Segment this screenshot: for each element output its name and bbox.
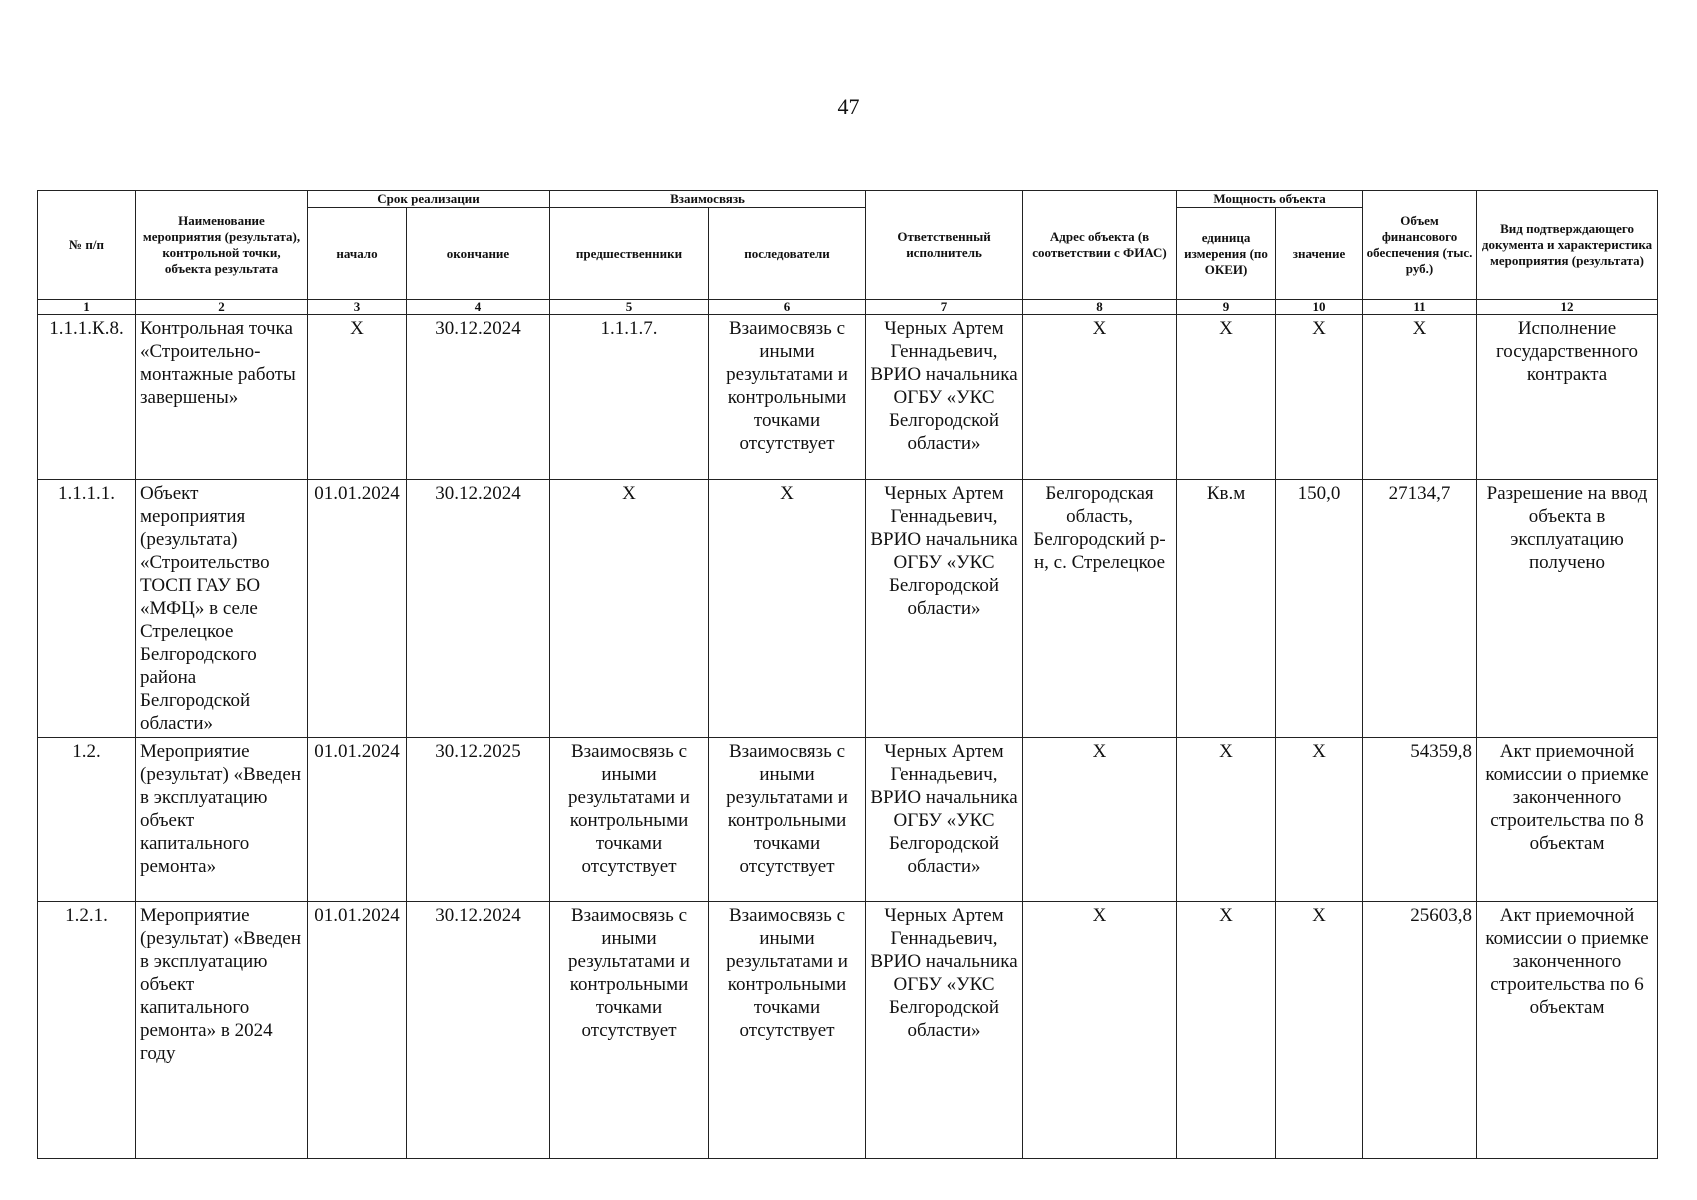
header-address: Адрес объекта (в соответствии с ФИАС): [1023, 191, 1177, 300]
row-number: 1.2.1.: [38, 902, 136, 1159]
row-successors: X: [709, 480, 866, 738]
row-successors: Взаимосвязь с иными результатами и контрольными точками отсутствует: [709, 902, 866, 1159]
row-responsible: Черных Артем Геннадьевич, ВРИО начальника ОГБУ «УКС Белгородской области»: [866, 902, 1023, 1159]
row-funding: 54359,8: [1363, 738, 1477, 902]
row-start: 01.01.2024: [308, 738, 407, 902]
row-doc: Исполнение государственного контракта: [1477, 315, 1658, 480]
column-number: 4: [407, 300, 550, 315]
row-doc: Разрешение на ввод объекта в эксплуатацию получено: [1477, 480, 1658, 738]
header-capacity-group: Мощность объекта: [1177, 191, 1363, 208]
row-name: Мероприятие (результат) «Введен в эксплуатацию объект капитального ремонта» в 2024 году: [136, 902, 308, 1159]
header-link-group: Взаимосвязь: [550, 191, 866, 208]
column-number: 6: [709, 300, 866, 315]
column-number: 10: [1276, 300, 1363, 315]
row-end: 30.12.2024: [407, 315, 550, 480]
row-name: Объект мероприятия (результата) «Строительство ТОСП ГАУ БО «МФЦ» в селе Стрелецкое Белгородского района Белгородской области»: [136, 480, 308, 738]
column-number: 1: [38, 300, 136, 315]
row-value: X: [1276, 738, 1363, 902]
row-predecessors: X: [550, 480, 709, 738]
header-no: № п/п: [38, 191, 136, 300]
table-row: [38, 315, 1658, 480]
header-successors: последователи: [709, 208, 866, 300]
header-start: начало: [308, 208, 407, 300]
row-responsible: Черных Артем Геннадьевич, ВРИО начальника ОГБУ «УКС Белгородской области»: [866, 315, 1023, 480]
row-number: 1.1.1.1.: [38, 480, 136, 738]
row-funding: X: [1363, 315, 1477, 480]
row-number: 1.2.: [38, 738, 136, 902]
row-predecessors: 1.1.1.7.: [550, 315, 709, 480]
row-funding: 25603,8: [1363, 902, 1477, 1159]
row-value: X: [1276, 315, 1363, 480]
header-term-group: Срок реализации: [308, 191, 550, 208]
row-address: X: [1023, 902, 1177, 1159]
row-start: 01.01.2024: [308, 480, 407, 738]
row-unit: X: [1177, 902, 1276, 1159]
row-value: X: [1276, 902, 1363, 1159]
table-row: [38, 480, 1658, 738]
row-doc: Акт приемочной комиссии о приемке законченного строительства по 6 объектам: [1477, 902, 1658, 1159]
header-unit: единица измерения (по ОКЕИ): [1177, 208, 1276, 300]
row-predecessors: Взаимосвязь с иными результатами и контрольными точками отсутствует: [550, 902, 709, 1159]
row-name: Контрольная точка «Строительно-монтажные работы завершены»: [136, 315, 308, 480]
column-number: 7: [866, 300, 1023, 315]
row-unit: Кв.м: [1177, 480, 1276, 738]
row-number: 1.1.1.К.8.: [38, 315, 136, 480]
row-address: X: [1023, 315, 1177, 480]
column-number: 11: [1363, 300, 1477, 315]
column-number: 3: [308, 300, 407, 315]
column-number: 8: [1023, 300, 1177, 315]
row-end: 30.12.2024: [407, 902, 550, 1159]
plan-table: [37, 190, 1658, 1159]
row-successors: Взаимосвязь с иными результатами и контрольными точками отсутствует: [709, 315, 866, 480]
column-number: 2: [136, 300, 308, 315]
header-predecessors: предшественники: [550, 208, 709, 300]
column-number: 9: [1177, 300, 1276, 315]
row-funding: 27134,7: [1363, 480, 1477, 738]
row-predecessors: Взаимосвязь с иными результатами и контрольными точками отсутствует: [550, 738, 709, 902]
header-responsible: Ответственный исполнитель: [866, 191, 1023, 300]
header-doc-type: Вид подтверждающего документа и характеристика мероприятия (результата): [1477, 191, 1658, 300]
header-value: значение: [1276, 208, 1363, 300]
row-unit: X: [1177, 315, 1276, 480]
row-responsible: Черных Артем Геннадьевич, ВРИО начальника ОГБУ «УКС Белгородской области»: [866, 480, 1023, 738]
row-doc: Акт приемочной комиссии о приемке законченного строительства по 8 объектам: [1477, 738, 1658, 902]
header-end: окончание: [407, 208, 550, 300]
column-number: 5: [550, 300, 709, 315]
row-unit: X: [1177, 738, 1276, 902]
header-funding: Объем финансового обеспечения (тыс. руб.): [1363, 191, 1477, 300]
row-value: 150,0: [1276, 480, 1363, 738]
row-responsible: Черных Артем Геннадьевич, ВРИО начальника ОГБУ «УКС Белгородской области»: [866, 738, 1023, 902]
header-name: Наименование мероприятия (результата), контрольной точки, объекта результата: [136, 191, 308, 300]
row-end: 30.12.2025: [407, 738, 550, 902]
column-number: 12: [1477, 300, 1658, 315]
table-row: [38, 902, 1658, 1159]
row-name: Мероприятие (результат) «Введен в эксплуатацию объект капитального ремонта»: [136, 738, 308, 902]
row-start: 01.01.2024: [308, 902, 407, 1159]
row-successors: Взаимосвязь с иными результатами и контрольными точками отсутствует: [709, 738, 866, 902]
table-row: [38, 738, 1658, 902]
row-end: 30.12.2024: [407, 480, 550, 738]
row-address: X: [1023, 738, 1177, 902]
row-address: Белгородская область, Белгородский р-н, с. Стрелецкое: [1023, 480, 1177, 738]
page-number: 47: [837, 94, 860, 119]
row-start: X: [308, 315, 407, 480]
